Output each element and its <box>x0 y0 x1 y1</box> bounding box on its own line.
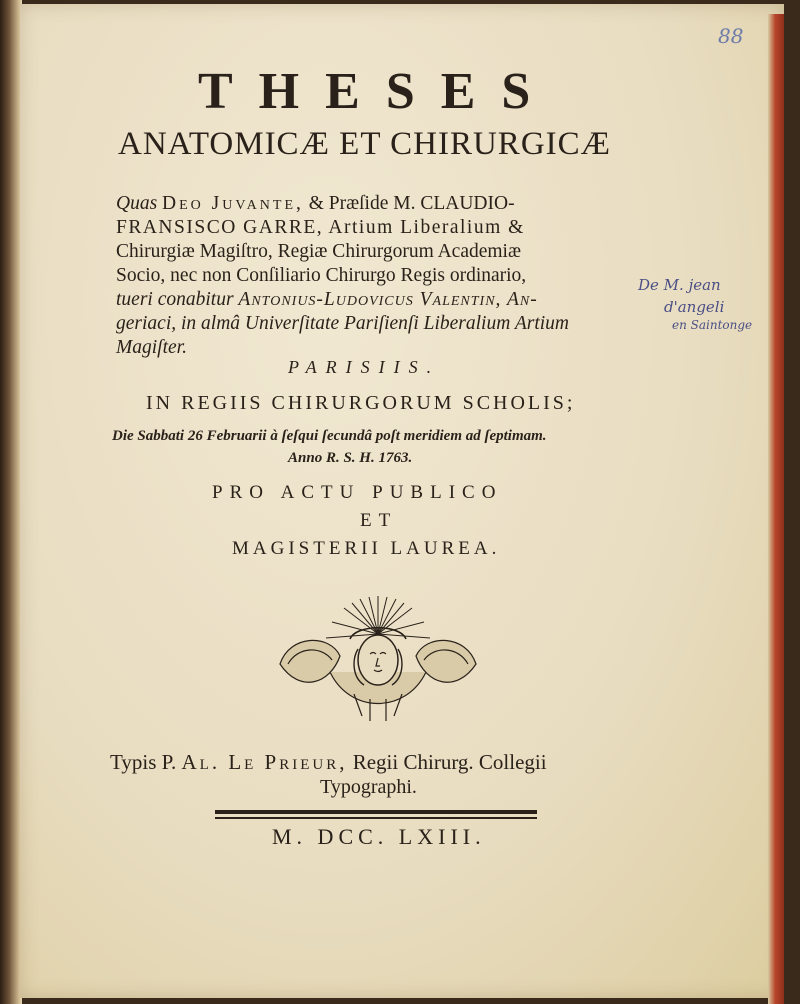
magisterii-laurea: MAGISTERII LAUREA. <box>232 538 501 559</box>
author-name: Antonius-Ludovicus Valentin, An- <box>238 289 538 310</box>
praeside-text: & Præſide M. CLAUDIO- <box>308 193 515 214</box>
intro-line-2: FRANSISCO GARRE, Artium Liberalium & <box>116 217 525 238</box>
printers-ornament-icon <box>270 594 486 726</box>
et-word: ET <box>360 510 398 531</box>
tueri-text: tueri conabitur <box>116 289 234 310</box>
deo-juvante: Deo Juvante, <box>162 193 304 214</box>
intro-line-1 <box>116 192 515 216</box>
handwritten-note-line-1: De M. jean <box>638 276 721 294</box>
regiis-scholis: IN REGIIS CHIRURGORUM SCHOLIS; <box>146 392 576 414</box>
handwritten-note-line-3: en Saintonge <box>672 318 753 332</box>
regii-text: Regii Chirurg. Collegii <box>352 750 547 774</box>
printer-line-2: Typographi. <box>320 776 417 798</box>
double-rule-thick <box>215 810 537 814</box>
date-line: Die Sabbati 26 Februarii à ſeſqui ſecundâ poſt meridiem ad ſeptimam. <box>112 428 547 444</box>
handwritten-note-line-2: d'angeli <box>664 298 725 316</box>
book-spine <box>0 0 22 1004</box>
title-page <box>20 4 784 998</box>
printer-name: Al. Le Prieur, <box>181 750 348 774</box>
pro-actu-publico: PRO ACTU PUBLICO <box>212 482 503 503</box>
red-page-edge <box>768 14 784 1004</box>
imprint-year: M. DCC. LXIII. <box>272 824 486 849</box>
quas-word: Quas <box>116 193 158 214</box>
intro-line-3: Chirurgiæ Magiſtro, Regiæ Chirurgorum Academiæ <box>116 241 521 262</box>
folio-number: 88 <box>718 24 744 48</box>
printer-line-1 <box>110 750 547 775</box>
intro-line-6: geriaci, in almâ Univerſitate Pariſienſi Liberalium Artium <box>116 313 569 334</box>
place-parisiis: PARISIIS. <box>288 357 441 377</box>
typis-text: Typis P. <box>110 750 177 774</box>
intro-line-5 <box>116 288 538 312</box>
subtitle-anatomicae: ANATOMICÆ ET CHIRURGICÆ <box>118 126 611 162</box>
intro-line-4: Socio, nec non Conſiliario Chirurgo Regis ordinario, <box>116 265 527 286</box>
anno-line: Anno R. S. H. 1763. <box>288 450 413 466</box>
double-rule-thin <box>215 817 537 819</box>
title-theses: THESES <box>198 63 557 120</box>
intro-line-7: Magiſter. <box>116 337 187 358</box>
